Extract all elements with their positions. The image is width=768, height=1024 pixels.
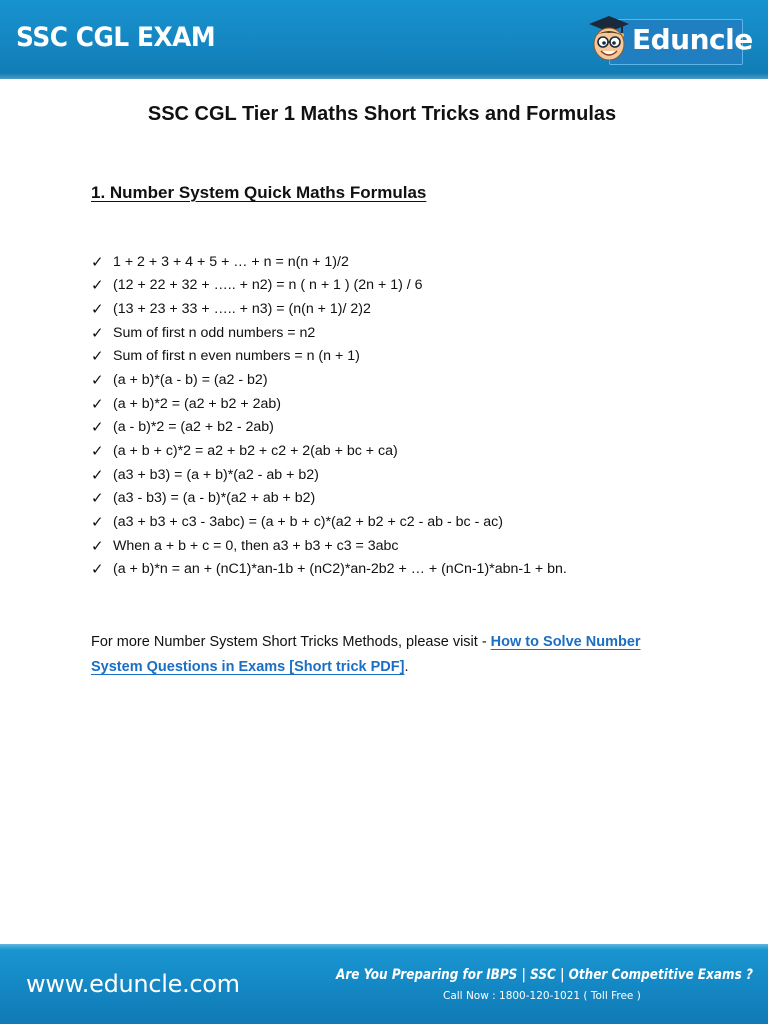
formula-item xyxy=(91,321,567,345)
document-title: SSC CGL Tier 1 Maths Short Tricks and Formulas xyxy=(147,103,617,125)
header-title: SSC CGL EXAM xyxy=(16,22,216,53)
footer-banner xyxy=(0,944,768,1024)
mascot-icon xyxy=(585,14,633,64)
checkmark-icon: ✓ xyxy=(91,394,104,413)
formula-text: 1 + 2 + 3 + 4 + 5 + … + n = n(n + 1)/2 xyxy=(113,253,349,270)
formula-item xyxy=(91,297,567,321)
formula-text: (a + b)*2 = (a2 + b2 + 2ab) xyxy=(113,395,281,412)
checkmark-icon: ✓ xyxy=(91,512,104,531)
formula-item xyxy=(91,486,567,510)
formula-list xyxy=(91,250,567,581)
formula-text: (13 + 23 + 33 + ….. + n3) = (n(n + 1)/ 2)2 xyxy=(113,301,371,318)
footer-website-link[interactable]: www.eduncle.com xyxy=(26,970,240,998)
formula-item xyxy=(91,534,567,558)
visit-suffix: . xyxy=(404,659,409,675)
formula-item xyxy=(91,510,567,534)
checkmark-icon: ✓ xyxy=(91,276,104,295)
formula-text: (a + b)*(a - b) = (a2 - b2) xyxy=(113,372,268,389)
formula-item xyxy=(91,345,567,369)
number-system-tricks-link[interactable]: How to Solve Number System Questions in Exams [Short trick PDF] xyxy=(91,634,641,675)
formula-item xyxy=(91,415,567,439)
formula-item xyxy=(91,368,567,392)
formula-item xyxy=(91,557,567,581)
formula-item xyxy=(91,463,567,487)
visit-paragraph xyxy=(91,630,691,680)
checkmark-icon: ✓ xyxy=(91,418,104,437)
footer-call-text: Call Now : 1800-120-1021 ( Toll Free ) xyxy=(443,990,641,1002)
formula-text: (a3 + b3) = (a + b)*(a2 - ab + b2) xyxy=(113,466,319,483)
formula-text: (a + b + c)*2 = a2 + b2 + c2 + 2(ab + bc + ca) xyxy=(113,442,398,459)
formula-item xyxy=(91,274,567,298)
visit-prefix: For more Number System Short Tricks Methods, please visit - xyxy=(91,634,491,650)
logo-text: Eduncle xyxy=(632,23,753,56)
checkmark-icon: ✓ xyxy=(91,465,104,484)
checkmark-icon: ✓ xyxy=(91,371,104,390)
formula-text: Sum of first n even numbers = n (n + 1) xyxy=(113,348,360,365)
checkmark-icon: ✓ xyxy=(91,560,104,579)
checkmark-icon: ✓ xyxy=(91,441,104,460)
checkmark-icon: ✓ xyxy=(91,300,104,319)
formula-text: (a + b)*n = an + (nC1)*an-1b + (nC2)*an-2b2 + … + (nCn-1)*abn-1 + bn. xyxy=(113,561,567,578)
checkmark-icon: ✓ xyxy=(91,536,104,555)
checkmark-icon: ✓ xyxy=(91,489,104,508)
formula-text: (a3 - b3) = (a - b)*(a2 + ab + b2) xyxy=(113,490,316,507)
checkmark-icon: ✓ xyxy=(91,252,104,271)
formula-text: Sum of first n odd numbers = n2 xyxy=(113,324,316,341)
formula-item xyxy=(91,250,567,274)
formula-item xyxy=(91,439,567,463)
formula-item xyxy=(91,392,567,416)
section-heading: 1. Number System Quick Maths Formulas xyxy=(91,183,427,202)
formula-text: When a + b + c = 0, then a3 + b3 + c3 = 3abc xyxy=(113,537,399,554)
formula-text: (a - b)*2 = (a2 + b2 - 2ab) xyxy=(113,419,274,436)
header-banner xyxy=(0,0,768,79)
eduncle-logo[interactable] xyxy=(585,14,751,64)
footer-promo-text: Are You Preparing for IBPS | SSC | Other Competitive Exams ? xyxy=(336,967,753,983)
checkmark-icon: ✓ xyxy=(91,347,104,366)
checkmark-icon: ✓ xyxy=(91,323,104,342)
formula-text: (a3 + b3 + c3 - 3abc) = (a + b + c)*(a2 + b2 + c2 - ab - bc - ac) xyxy=(113,513,503,530)
formula-text: (12 + 22 + 32 + ….. + n2) = n ( n + 1 ) (2n + 1) / 6 xyxy=(113,277,423,294)
